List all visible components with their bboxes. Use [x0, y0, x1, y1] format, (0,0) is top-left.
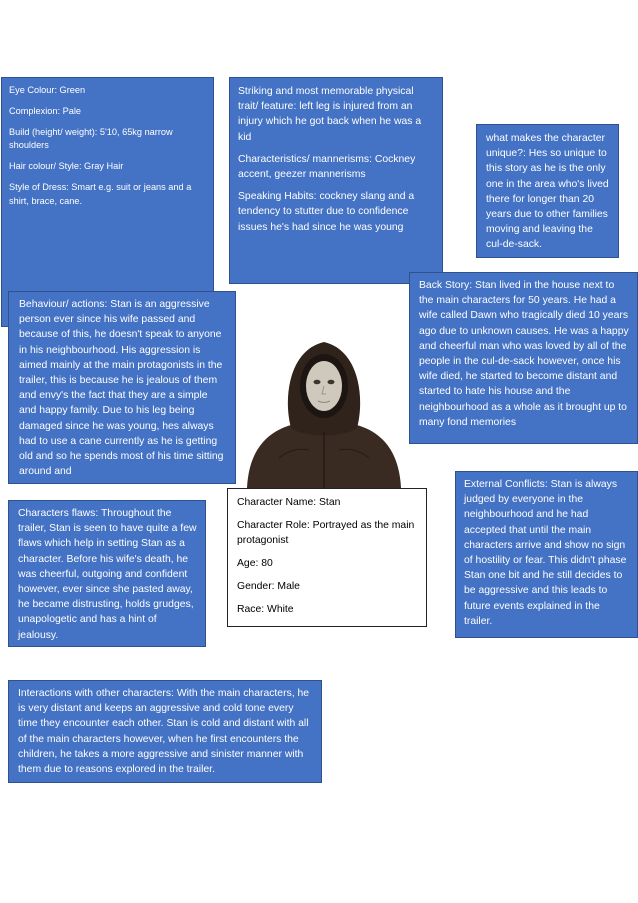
behaviour-box	[8, 291, 236, 484]
character-name-text: Character Name: Stan	[237, 497, 341, 508]
conflicts-box	[455, 471, 638, 638]
race-text: Race: White	[237, 604, 294, 615]
speaking-text: Speaking Habits: cockney slang and a tendency to stutter due to confidence issues he's had since he was young	[238, 191, 415, 233]
appearance-box	[1, 77, 214, 327]
unique-text: what makes the character unique?: Hes so unique to this story as he is the only one in the area who's lived there for longer than 20 years due to other families moving and leaving the cul-de-sack.	[486, 133, 609, 251]
feature-text: Striking and most memorable physical trait/ feature: left leg is injured from an injury which he got back when he was a kid	[238, 86, 422, 143]
build-text: Build (height/ weight): 5'10, 65kg narrow shoulders	[9, 126, 173, 151]
dress-text: Style of Dress: Smart e.g. suit or jeans and a shirt, brace, cane.	[9, 181, 192, 206]
mannerisms-text: Characteristics/ mannerisms: Cockney accent, geezer mannerisms	[238, 153, 416, 181]
backstory-text: Back Story: Stan lived in the house next to the main characters for 50 years. He had a wife called Dawn who tragically died 10 years ago due to unknown causes. He was a happy and cheerful man who was loved by all of the people in the cul-de-sack however, once his wife died, he started to become distant and started to hate his house and the neighbourhood as a whole as it brought up to many fond memories	[419, 280, 629, 428]
interactions-box	[8, 680, 322, 783]
character-card	[227, 488, 427, 627]
hair-text: Hair colour/ Style: Gray Hair	[9, 161, 124, 172]
interactions-text: Interactions with other characters: With the main characters, he is very distant and keeps an aggressive and cold tone every time they encounter each other. Stan is cold and distant with all of the main characters however, when he first encounters the children, he takes a more aggressive and sinister manner with them due to reasons explored in the trailer.	[18, 688, 310, 776]
character-photo	[239, 328, 409, 488]
flaws-box	[8, 500, 206, 647]
flaws-text: Characters flaws: Throughout the trailer, Stan is seen to have quite a few flaws which help in setting Stan as a character. Before his wife's death, he was cheerful, outgoing and confident however, ever since she pasted away, he became distrusting, holds grudges, unapologetic and has a hint of jealousy.	[18, 508, 197, 641]
masked-figure-icon	[239, 328, 409, 488]
backstory-box	[409, 272, 638, 444]
age-text: Age: 80	[237, 558, 273, 569]
character-role-text: Character Role: Portrayed as the main protagonist	[237, 520, 415, 546]
conflicts-text: External Conflicts: Stan is always judged by everyone in the neighbourhood and he had accepted that until the main characters arrive and show no sign of hostility or fear. This didn't phase Stan one bit and he still decides to be aggressive and this leads to future events explained in the trailer.	[464, 479, 627, 627]
complexion-text: Complexion: Pale	[9, 105, 82, 116]
eye-colour-text: Eye Colour: Green	[9, 85, 86, 95]
unique-box	[476, 124, 619, 258]
traits-box	[229, 77, 443, 284]
gender-text: Gender: Male	[237, 581, 300, 592]
behaviour-text: Behaviour/ actions: Stan is an aggressive person ever since his wife passed and because of this, he doesn't speak to anyone in his neighbourhood. His aggression is aimed mainly at the main protagonists in the trailer, this is because he is jealous of them and envy's the fact that they are a simple and happy family. Due to his leg being damaged since he was young, hes always had to use a cane currently as he is getting old and so he spends most of his time sitting around and	[19, 299, 224, 478]
